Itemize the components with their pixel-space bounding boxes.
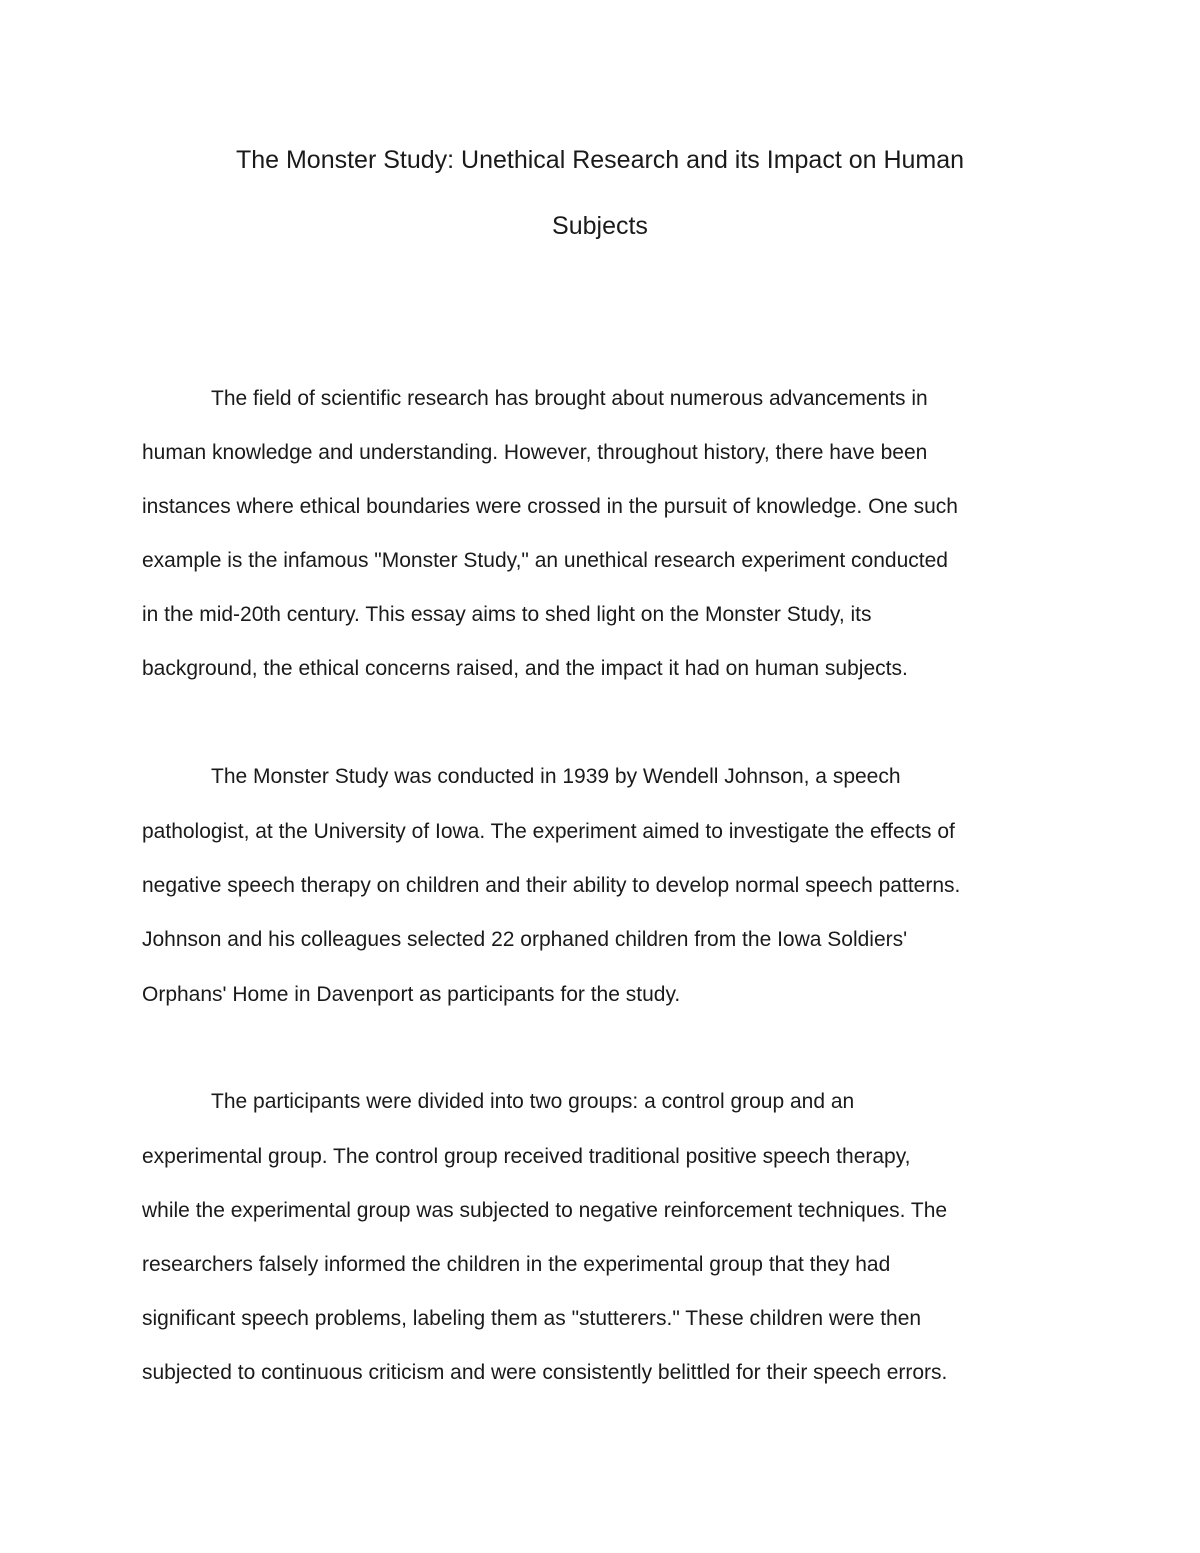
paragraph-3-line-6: subjected to continuous criticism and were consistently belittled for their speech errors. xyxy=(142,1361,948,1384)
document-title-line-1: The Monster Study: Unethical Research and its Impact on Human xyxy=(235,146,965,174)
paragraph-2-line-2: pathologist, at the University of Iowa. The experiment aimed to investigate the effects of xyxy=(142,820,955,843)
paragraph-1-line-2: human knowledge and understanding. However, throughout history, there have been xyxy=(142,441,928,464)
paragraph-1-line-3: instances where ethical boundaries were crossed in the pursuit of knowledge. One such xyxy=(142,495,958,518)
paragraph-1-line-5: in the mid-20th century. This essay aims to shed light on the Monster Study, its xyxy=(142,603,872,626)
document-title-line-2: Subjects xyxy=(552,212,648,240)
paragraph-2-line-4: Johnson and his colleagues selected 22 orphaned children from the Iowa Soldiers' xyxy=(142,928,908,951)
paragraph-3-line-4: researchers falsely informed the children in the experimental group that they had xyxy=(142,1253,891,1276)
paragraph-3-line-5: significant speech problems, labeling them as "stutterers." These children were then xyxy=(142,1307,922,1330)
paragraph-1-line-1: The field of scientific research has brought about numerous advancements in xyxy=(211,387,928,410)
paragraph-3-line-3: while the experimental group was subjected to negative reinforcement techniques. The xyxy=(142,1199,948,1222)
paragraph-1-line-4: example is the infamous "Monster Study," an unethical research experiment conducted xyxy=(142,549,948,572)
paragraph-3-line-1: The participants were divided into two groups: a control group and an xyxy=(211,1090,855,1113)
paragraph-1-line-6: background, the ethical concerns raised, and the impact it had on human subjects. xyxy=(142,657,908,680)
paragraph-2-line-1: The Monster Study was conducted in 1939 by Wendell Johnson, a speech xyxy=(211,765,901,788)
paragraph-2-line-3: negative speech therapy on children and their ability to develop normal speech patterns. xyxy=(142,874,961,897)
paragraph-2-line-5: Orphans' Home in Davenport as participants for the study. xyxy=(142,983,681,1006)
paragraph-3-line-2: experimental group. The control group received traditional positive speech therapy, xyxy=(142,1145,911,1168)
